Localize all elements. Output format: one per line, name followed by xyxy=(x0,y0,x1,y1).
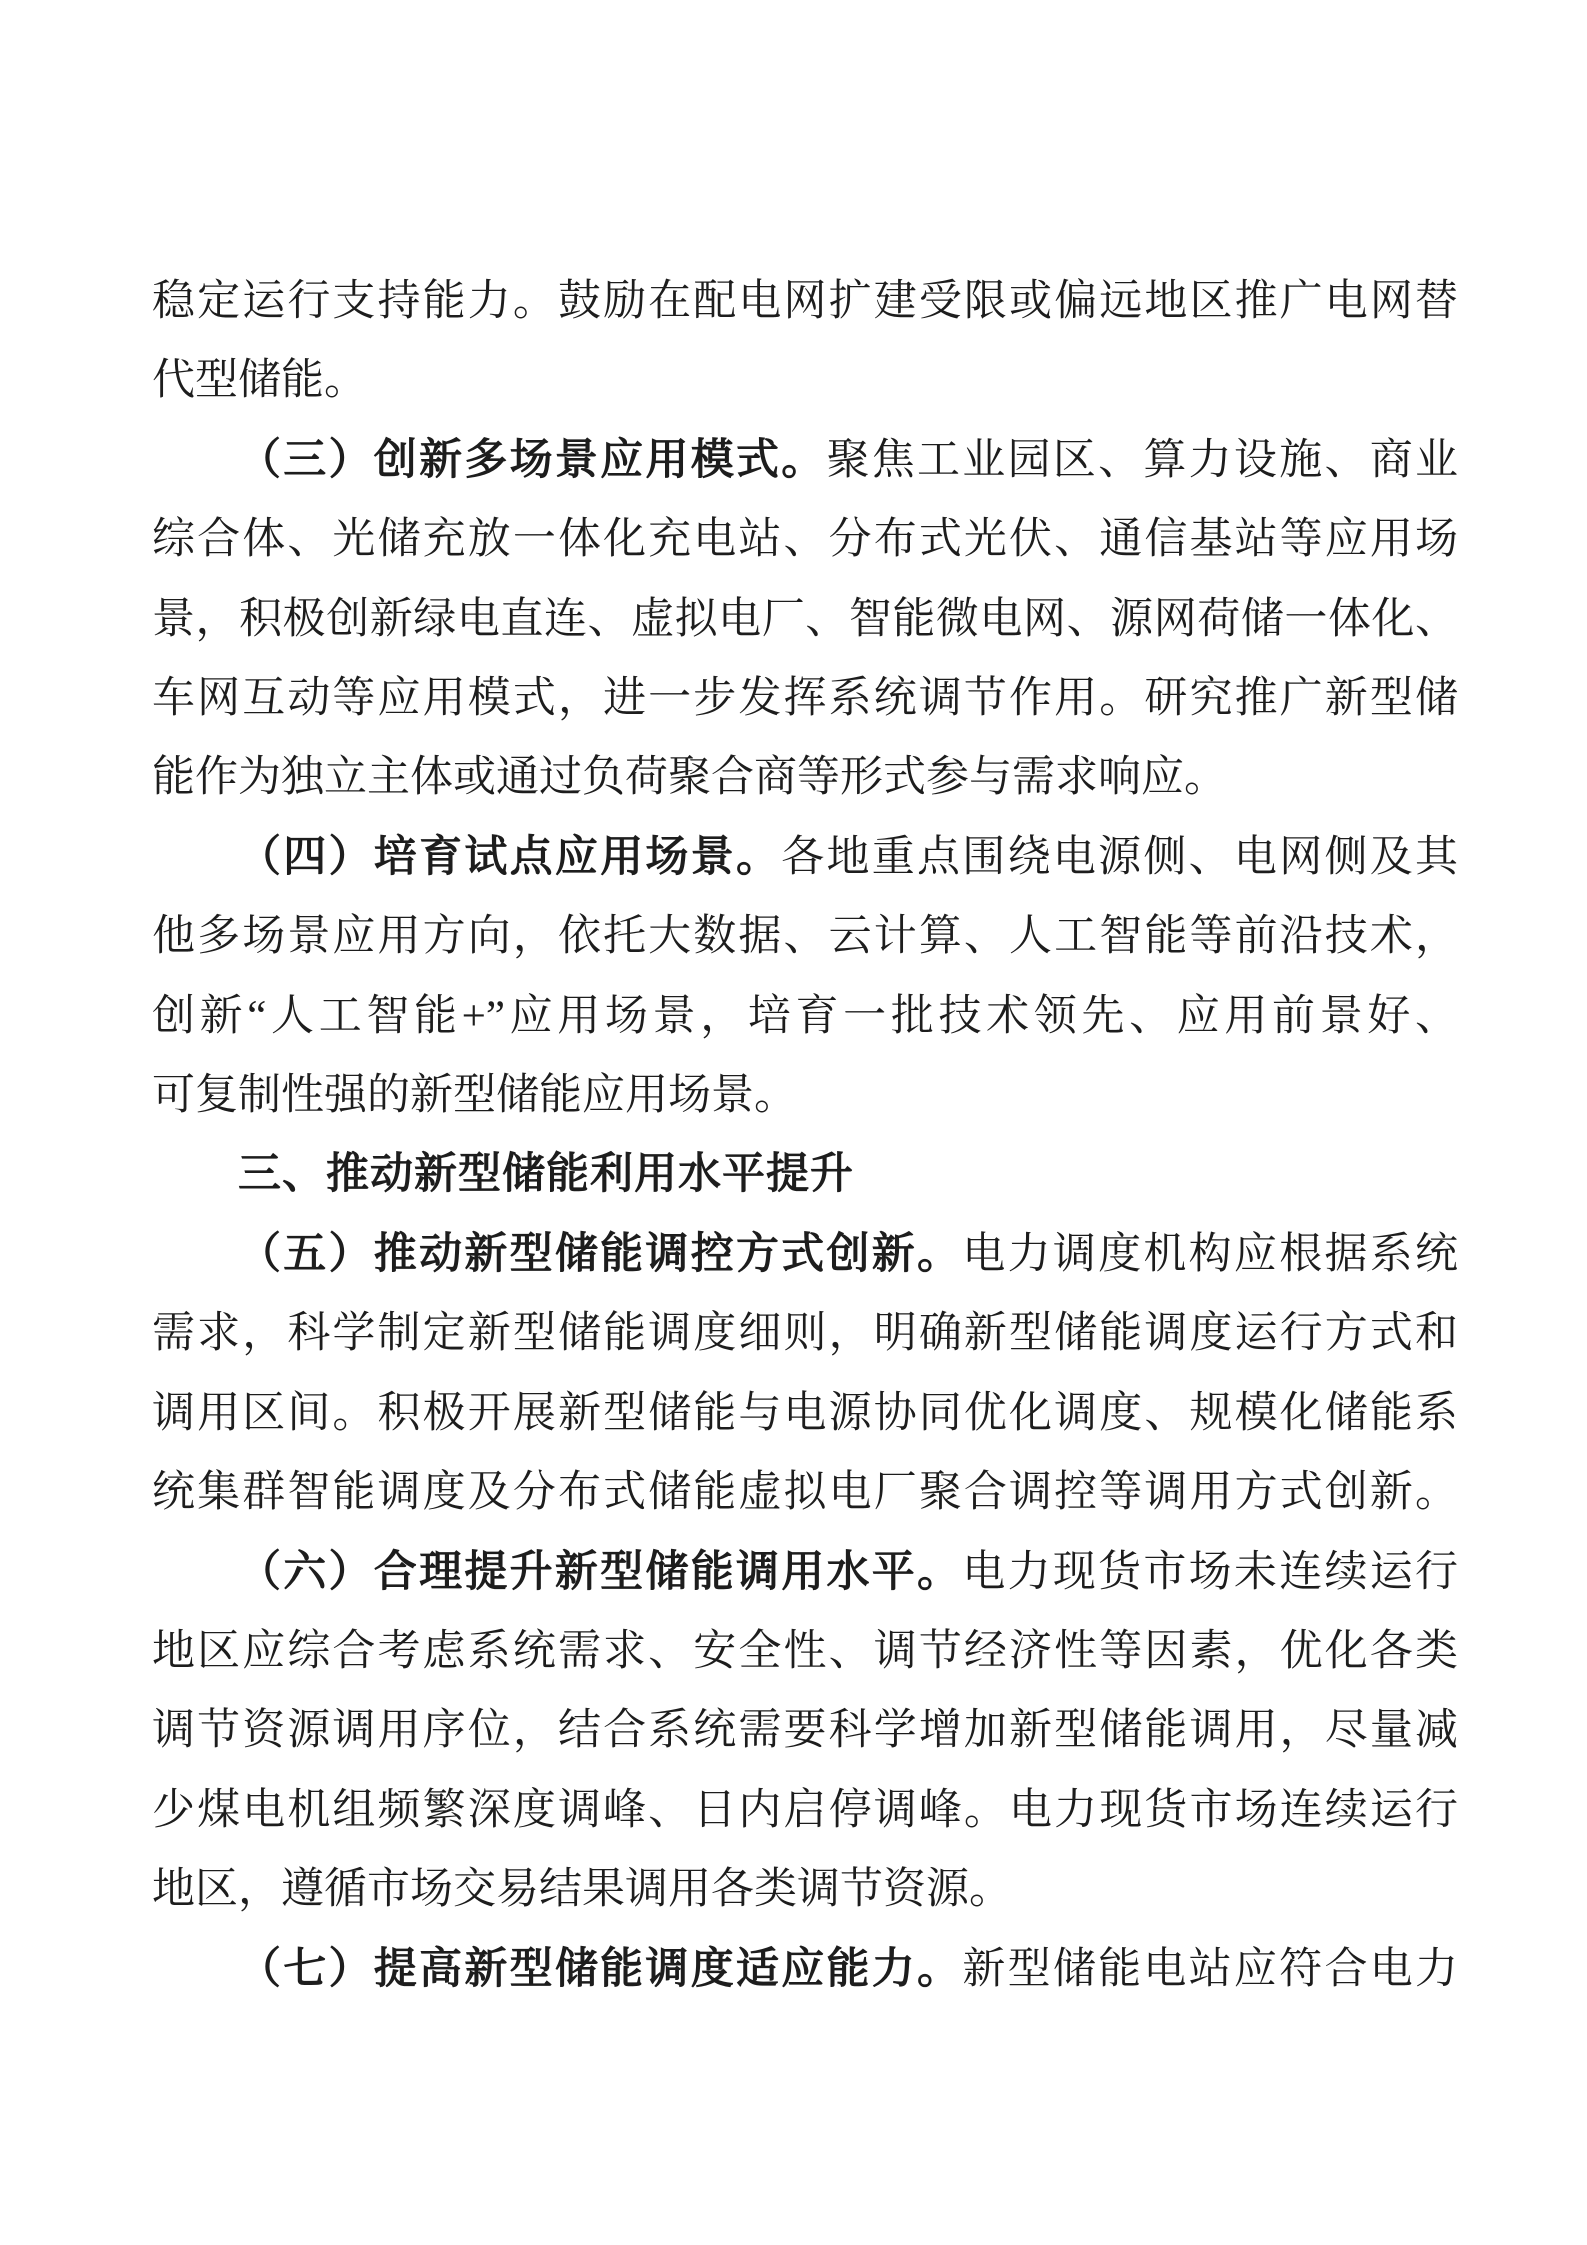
body-line xyxy=(152,341,1458,420)
line-text: 电力调度机构应根据系统 xyxy=(962,1230,1459,1278)
body-line xyxy=(152,262,1458,341)
line-text: 统集群智能调度及分布式储能虚拟电厂聚合调控等调用方式创新。 xyxy=(152,1469,1458,1517)
paragraph-6-first-line xyxy=(152,1533,1458,1612)
body-line xyxy=(152,1612,1458,1691)
line-text: 景，积极创新绿电直连、虚拟电厂、智能微电网、源网荷储一体化、 xyxy=(152,595,1458,643)
line-text: 综合体、光储充放一体化充电站、分布式光伏、通信基站等应用场 xyxy=(152,516,1458,564)
line-text: 车网互动等应用模式，进一步发挥系统调节作用。研究推广新型储 xyxy=(152,675,1458,723)
paragraph-6-lead: （六）合理提升新型储能调用水平。 xyxy=(238,1548,963,1596)
line-text: 稳定运行支持能力。鼓励在配电网扩建受限或偏远地区推广电网替 xyxy=(152,278,1458,325)
body-line xyxy=(152,977,1458,1056)
line-text: 新型储能电站应符合电力 xyxy=(962,1945,1459,1993)
body-line xyxy=(152,1056,1458,1135)
line-text: 地区应综合考虑系统需求、安全性、调节经济性等因素，优化各类 xyxy=(152,1627,1458,1675)
paragraph-3-first-line xyxy=(152,421,1458,500)
section-heading-text: 三、推动新型储能利用水平提升 xyxy=(238,1150,854,1199)
line-text: 可复制性强的新型储能应用场景。 xyxy=(152,1072,797,1120)
body-line xyxy=(152,1453,1458,1532)
line-text: 电力现货市场未连续运行 xyxy=(962,1548,1459,1596)
body-line xyxy=(152,580,1458,659)
paragraph-3-lead: （三）创新多场景应用模式。 xyxy=(238,436,827,484)
body-line xyxy=(152,1294,1458,1373)
paragraph-5-first-line xyxy=(152,1215,1458,1294)
body-line xyxy=(152,1691,1458,1770)
line-text: 少煤电机组频繁深度调峰、日内启停调峰。电力现货市场连续运行 xyxy=(152,1786,1458,1834)
paragraph-7-first-line xyxy=(152,1930,1458,2009)
section-heading xyxy=(152,1135,1458,1214)
paragraph-7-lead: （七）提高新型储能调度适应能力。 xyxy=(238,1945,963,1993)
body-line xyxy=(152,1850,1458,1929)
line-text: 调用区间。积极开展新型储能与电源协同优化调度、规模化储能系 xyxy=(152,1389,1458,1437)
body-line xyxy=(152,1771,1458,1850)
paragraph-5-lead: （五）推动新型储能调控方式创新。 xyxy=(238,1230,963,1278)
body-line xyxy=(152,738,1458,817)
body-line xyxy=(152,500,1458,579)
line-text: 需求，科学制定新型储能调度细则，明确新型储能调度运行方式和 xyxy=(152,1310,1458,1358)
paragraph-4-lead: （四）培育试点应用场景。 xyxy=(238,833,782,881)
paragraph-4-first-line xyxy=(152,818,1458,897)
line-text: 他多场景应用方向，依托大数据、云计算、人工智能等前沿技术， xyxy=(152,913,1458,961)
body-line xyxy=(152,659,1458,738)
body-line xyxy=(152,897,1458,976)
document-text xyxy=(152,262,1458,2009)
line-text: 调节资源调用序位，结合系统需要科学增加新型储能调用，尽量减 xyxy=(152,1707,1458,1755)
line-text: 能作为独立主体或通过负荷聚合商等形式参与需求响应。 xyxy=(152,754,1227,802)
line-text: 聚焦工业园区、算力设施、商业 xyxy=(826,436,1458,484)
line-text: 代型储能。 xyxy=(152,357,367,405)
line-text: 创新“人工智能+”应用场景，培育一批技术领先、应用前景好、 xyxy=(152,992,1458,1040)
body-line xyxy=(152,1374,1458,1453)
line-text: 各地重点围绕电源侧、电网侧及其 xyxy=(781,833,1459,881)
line-text: 地区，遵循市场交易结果调用各类调节资源。 xyxy=(152,1866,1012,1914)
